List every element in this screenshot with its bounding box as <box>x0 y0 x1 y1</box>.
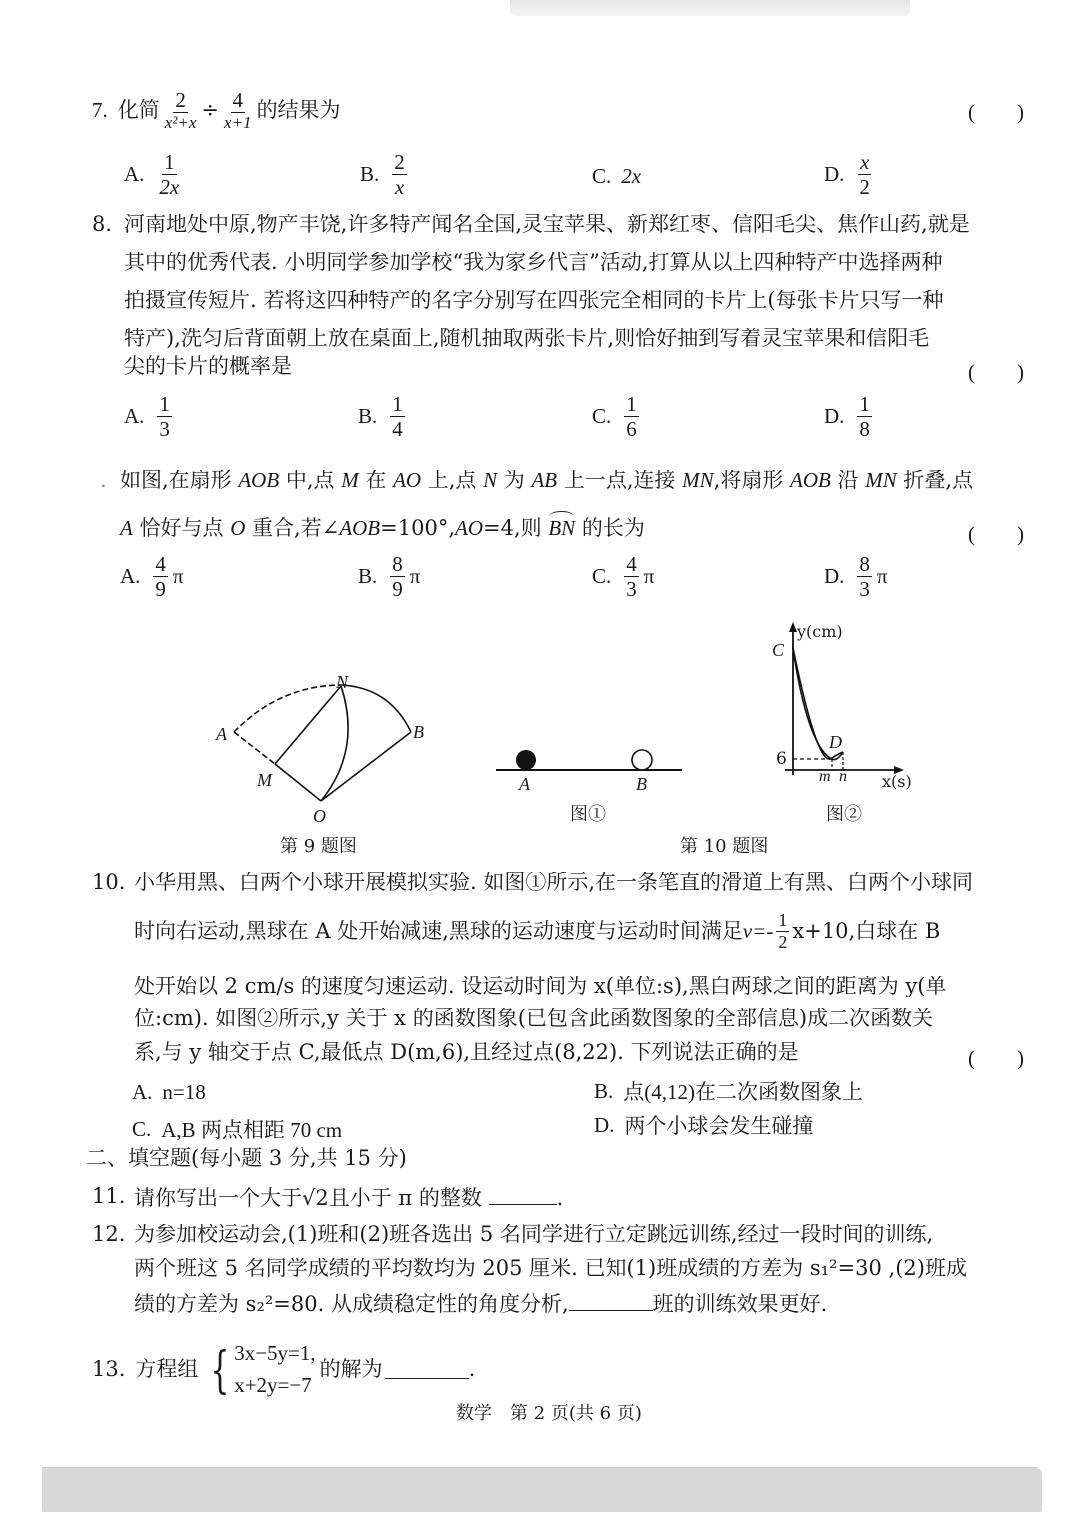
option-label: D. <box>824 564 845 589</box>
option-text: 点(4,12)在二次函数图象上 <box>623 1080 864 1104</box>
option-text: A,B 两点相距 70 cm <box>161 1118 343 1142</box>
option-label: C. <box>132 1116 152 1141</box>
question-13: 13. 方程组 { 3x−5y=1, x+2y=−7 的解为 . <box>92 1338 475 1401</box>
question-text: 为参加校运动会,(1)班和(2)班各选出 5 名同学进行立定跳远训练,经过一段时间的训练, <box>134 1224 934 1245</box>
figure-caption: 图① <box>570 804 606 825</box>
tick-n: n <box>839 768 847 785</box>
option-a[interactable] <box>132 1080 206 1105</box>
question-number: 11. <box>92 1184 126 1208</box>
label-c: C <box>772 640 785 660</box>
option-label: B. <box>594 1078 614 1103</box>
section-title: 二、填空题(每小题 3 分,共 15 分) <box>86 1146 407 1170</box>
fraction: $\frac{1}{2}$ <box>778 910 788 952</box>
option-label: A. <box>124 162 145 187</box>
question-text: 河南地处中原,物产丰饶,许多特产闻名全国,灵宝苹果、新郑红枣、信阳毛尖、焦作山药,就是 <box>124 214 970 235</box>
label-b: B <box>636 774 647 794</box>
fraction: $\frac{4}{9}$ <box>155 552 166 602</box>
option-b[interactable] <box>358 392 408 441</box>
x-axis-label: x(s) <box>882 772 912 791</box>
question-text: 请你写出一个大于√2且小于 π 的整数 . <box>134 1186 564 1210</box>
question-text: 绩的方差为 s₂²=80. 从成绩稳定性的角度分析, 班的训练效果更好. <box>134 1292 828 1316</box>
figure-caption: 图② <box>826 804 862 825</box>
answer-bracket[interactable]: ( ) <box>968 100 1024 124</box>
page-footer: 数学 第 2 页(共 6 页) <box>456 1403 642 1424</box>
question-text: 方程组 <box>135 1357 199 1381</box>
option-label: A. <box>132 1080 153 1104</box>
option-text: n=18 <box>162 1080 206 1104</box>
option-d[interactable]: D. $\frac{8}{3}$ π <box>824 552 888 602</box>
question-number: . <box>100 468 107 492</box>
option-d[interactable] <box>594 1110 813 1140</box>
question-text: 拍摄宣传短片. 若将这四种特产的名字分别写在四张完全相同的卡片上(每张卡片只写一种 <box>124 290 944 311</box>
sector-figure <box>200 660 460 830</box>
option-d[interactable] <box>824 392 875 441</box>
figure-caption: 第 9 题图 <box>280 836 357 857</box>
question-text: 其中的优秀代表. 小明同学参加学校“我为家乡代言”活动,打算从以上四种特产中选择两种 <box>124 252 943 273</box>
option-label: C. <box>592 564 612 589</box>
answer-blank[interactable] <box>385 1360 469 1379</box>
answer-bracket[interactable]: ( ) <box>968 360 1024 384</box>
question-number: 8. <box>92 212 113 236</box>
white-ball-icon <box>632 750 652 770</box>
answer-bracket[interactable]: ( ) <box>968 1046 1024 1070</box>
question-text: A 恰好与点 O 重合,若∠AOB=100°,AO=4,则 BN 的长为 <box>120 516 645 540</box>
option-label: B. <box>358 404 378 429</box>
option-a[interactable] <box>124 392 175 441</box>
fraction: $\frac{2}{\text{x²+x}}$ <box>164 88 197 133</box>
question-text: 的解为 <box>319 1357 383 1381</box>
option-label: A. <box>124 404 145 429</box>
option-text: 两个小球会发生碰撞 <box>624 1114 814 1138</box>
option-text: 2x <box>621 164 642 188</box>
question-text: 处开始以 2 cm/s 的速度匀速运动. 设运动时间为 x(单位:s),黑白两球之间的距离为 y(单 <box>134 976 947 997</box>
option-label: B. <box>358 564 378 589</box>
fraction: $\frac{4}{3}$ <box>626 552 637 602</box>
question-text: 小华用黑、白两个小球开展模拟实验. 如图①所示,在一条笔直的滑道上有黑、白两个小球同 <box>134 872 974 893</box>
fraction: $\frac{1}{8}$ <box>859 392 870 442</box>
question-text: 化简 <box>117 97 160 122</box>
option-label: D. <box>594 1112 615 1137</box>
quadratic-graph <box>780 620 910 780</box>
question-text: 尖的卡片的概率是 <box>124 354 292 378</box>
option-label: D. <box>824 162 845 187</box>
fraction: $\frac{8}{3}$ <box>859 552 870 602</box>
fraction: $\frac{2}{x}$ <box>394 150 405 200</box>
option-b[interactable] <box>360 150 410 199</box>
tick-m: m <box>819 768 831 785</box>
label-d: D <box>829 732 842 752</box>
fraction: $\frac{1}{3}$ <box>159 392 170 442</box>
label-n: N <box>336 672 349 692</box>
question-number: 7. <box>92 97 108 122</box>
option-c[interactable] <box>592 392 642 441</box>
option-label: B. <box>360 162 380 187</box>
fraction: $\frac{1}{4}$ <box>392 392 403 442</box>
question-text: 时向右运动,黑球在 A 处开始减速,黑球的运动速度与运动时间满足 v=- $\frac{1}{2}$ x+10,白球在 B <box>134 910 941 952</box>
black-ball-icon <box>516 750 536 770</box>
fraction: $\frac{x}{2}$ <box>859 150 870 200</box>
option-label: D. <box>824 404 845 429</box>
label-m: M <box>257 770 272 790</box>
option-b[interactable] <box>594 1076 863 1106</box>
label-a: A <box>519 774 530 794</box>
option-a[interactable] <box>124 150 184 199</box>
answer-blank[interactable] <box>569 1292 653 1311</box>
label-o: O <box>313 806 326 826</box>
option-a[interactable]: A. $\frac{4}{9}$ π <box>120 552 184 602</box>
option-c[interactable] <box>592 164 641 189</box>
option-c[interactable] <box>132 1114 342 1144</box>
option-label: C. <box>592 164 612 188</box>
scan-shadow-bottom <box>42 1467 1042 1512</box>
scan-shadow-top <box>510 0 910 16</box>
option-label: C. <box>592 404 612 429</box>
divide-sign: ÷ <box>201 97 220 122</box>
label-a: A <box>216 724 227 744</box>
question-text: 位:cm). 如图②所示,y 关于 x 的函数图象(已包含此函数图象的全部信息)成二次函数关 <box>134 1008 934 1029</box>
question-number: 13. <box>92 1357 126 1381</box>
question-text: 两个班这 5 名同学成绩的平均数均为 205 厘米. 已知(1)班成绩的方差为 s₁²=30 ,(2)班成 <box>134 1258 967 1279</box>
option-c[interactable]: C. $\frac{4}{3}$ π <box>592 552 655 602</box>
fraction: $\frac{1}{2x}$ <box>159 150 180 200</box>
y-axis-label: y(cm) <box>797 622 843 641</box>
label-b: B <box>413 722 424 742</box>
tick-6: 6 <box>776 749 787 769</box>
fraction: $\frac{4}{x+1}$ <box>224 88 252 133</box>
question-7 <box>92 88 341 133</box>
option-label: A. <box>120 564 141 589</box>
question-text: 如图,在扇形 AOB 中,点 M 在 AO 上,点 N 为 AB 上一点,连接 MN,将扇形 AOB 沿 MN 折叠,点 <box>120 470 974 491</box>
answer-bracket[interactable]: ( ) <box>968 522 1024 546</box>
answer-blank[interactable] <box>489 1186 557 1205</box>
question-number: 12. <box>92 1222 126 1246</box>
fraction: $\frac{8}{9}$ <box>392 552 403 602</box>
figure-caption: 第 10 题图 <box>680 836 769 857</box>
option-d[interactable] <box>824 150 875 199</box>
equation-system: { 3x−5y=1, x+2y=−7 <box>210 1340 316 1399</box>
question-text: 系,与 y 轴交于点 C,最低点 D(m,6),且经过点(8,22). 下列说法正确的是 <box>134 1040 799 1064</box>
arc-bn: BN <box>548 516 576 540</box>
question-text: 特产),洗匀后背面朝上放在桌面上,随机抽取两张卡片,则恰好抽到写着灵宝苹果和信阳毛 <box>124 328 930 349</box>
fraction: $\frac{1}{6}$ <box>626 392 637 442</box>
question-number: 10. <box>92 870 126 894</box>
arc-ab: AB <box>531 470 558 491</box>
option-b[interactable]: B. $\frac{8}{9}$ π <box>358 552 421 602</box>
question-text: 的结果为 <box>256 97 341 122</box>
